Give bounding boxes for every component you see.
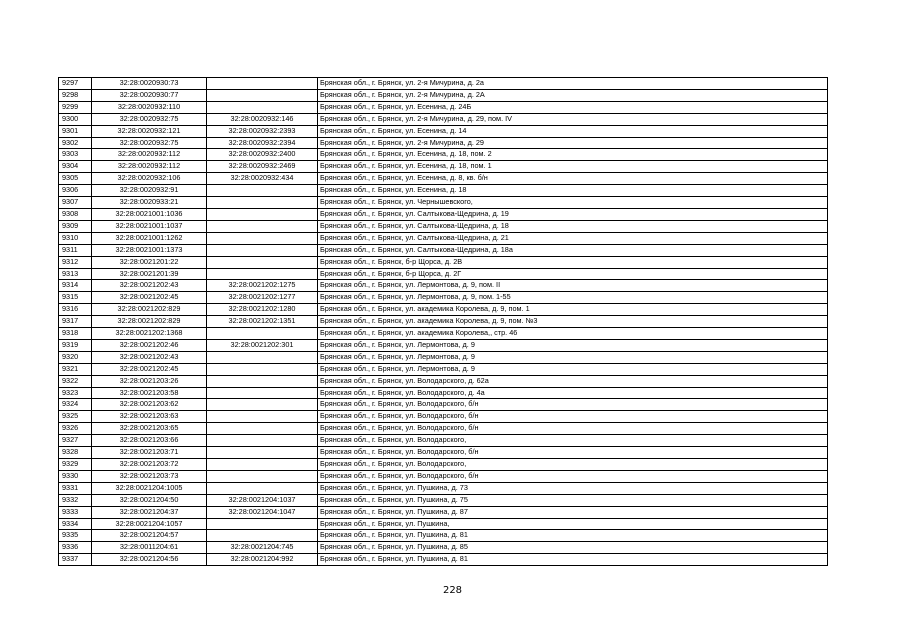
- table-row: [59, 208, 828, 220]
- linked-cadastral-number-cell: [207, 459, 318, 471]
- row-number-cell: 9297: [59, 78, 92, 90]
- row-number-cell: 9304: [59, 161, 92, 173]
- address-cell: Брянская обл., г. Брянск, ул. Володарского, д. 4а: [318, 387, 828, 399]
- table-row: [59, 292, 828, 304]
- linked-cadastral-number-cell: [207, 399, 318, 411]
- cadastral-number-cell: 32:28:0021204:1057: [92, 518, 207, 530]
- table-row: [59, 185, 828, 197]
- cadastral-number-cell: 32:28:0021202:45: [92, 292, 207, 304]
- table-row: [59, 435, 828, 447]
- linked-cadastral-number-cell: [207, 328, 318, 340]
- address-cell: Брянская обл., г. Брянск, ул. 2-я Мичурина, д. 29, пом. IV: [318, 113, 828, 125]
- address-cell: Брянская обл., г. Брянск, ул. 2-я Мичурина, д. 2А: [318, 89, 828, 101]
- table-row: [59, 375, 828, 387]
- table-row: [59, 197, 828, 209]
- cadastral-number-cell: 32:28:0020932:110: [92, 101, 207, 113]
- linked-cadastral-number-cell: 32:28:0021202:1275: [207, 280, 318, 292]
- row-number-cell: 9324: [59, 399, 92, 411]
- linked-cadastral-number-cell: 32:28:0020932:2469: [207, 161, 318, 173]
- linked-cadastral-number-cell: 32:28:0020932:2394: [207, 137, 318, 149]
- row-number-cell: 9337: [59, 554, 92, 566]
- cadastral-number-cell: 32:28:0020932:112: [92, 149, 207, 161]
- address-cell: Брянская обл., г. Брянск, ул. 2-я Мичурина, д. 2а: [318, 78, 828, 90]
- row-number-cell: 9332: [59, 494, 92, 506]
- linked-cadastral-number-cell: [207, 197, 318, 209]
- linked-cadastral-number-cell: [207, 482, 318, 494]
- address-cell: Брянская обл., г. Брянск, ул. Салтыкова-Щедрина, д. 19: [318, 208, 828, 220]
- cadastral-number-cell: 32:28:0021203:65: [92, 423, 207, 435]
- table-row: [59, 280, 828, 292]
- row-number-cell: 9299: [59, 101, 92, 113]
- address-cell: Брянская обл., г. Брянск, ул. Есенина, д. 8, кв. б/н: [318, 173, 828, 185]
- row-number-cell: 9322: [59, 375, 92, 387]
- cadastral-number-cell: 32:28:0021201:39: [92, 268, 207, 280]
- address-cell: Брянская обл., г. Брянск, ул. Чернышевского,: [318, 197, 828, 209]
- table-row: [59, 89, 828, 101]
- address-cell: Брянская обл., г. Брянск, ул. Пушкина, д. 75: [318, 494, 828, 506]
- row-number-cell: 9315: [59, 292, 92, 304]
- address-cell: Брянская обл., г. Брянск, ул. Володарского, б/н: [318, 470, 828, 482]
- linked-cadastral-number-cell: [207, 363, 318, 375]
- row-number-cell: 9298: [59, 89, 92, 101]
- table-row: [59, 447, 828, 459]
- linked-cadastral-number-cell: [207, 530, 318, 542]
- table-row: [59, 494, 828, 506]
- row-number-cell: 9300: [59, 113, 92, 125]
- table-row: [59, 328, 828, 340]
- address-cell: Брянская обл., г. Брянск, ул. Есенина, д. 18: [318, 185, 828, 197]
- cadastral-number-cell: 32:28:0021204:1005: [92, 482, 207, 494]
- cadastral-number-cell: 32:28:0021203:26: [92, 375, 207, 387]
- address-cell: Брянская обл., г. Брянск, ул. Лермонтова, д. 9: [318, 351, 828, 363]
- cadastral-number-cell: 32:28:0021202:829: [92, 304, 207, 316]
- cadastral-number-cell: 32:28:0021001:1373: [92, 244, 207, 256]
- cadastral-number-cell: 32:28:0020932:75: [92, 113, 207, 125]
- linked-cadastral-number-cell: [207, 208, 318, 220]
- address-cell: Брянская обл., г. Брянск, ул. Володарского,: [318, 435, 828, 447]
- cadastral-number-cell: 32:28:0021202:46: [92, 339, 207, 351]
- table-row: [59, 554, 828, 566]
- address-cell: Брянская обл., г. Брянск, ул. Лермонтова, д. 9, пом. II: [318, 280, 828, 292]
- page-number: 228: [442, 585, 463, 596]
- linked-cadastral-number-cell: [207, 220, 318, 232]
- linked-cadastral-number-cell: [207, 78, 318, 90]
- row-number-cell: 9323: [59, 387, 92, 399]
- address-cell: Брянская обл., г. Брянск, ул. Салтыкова-Щедрина, д. 18: [318, 220, 828, 232]
- row-number-cell: 9319: [59, 339, 92, 351]
- row-number-cell: 9305: [59, 173, 92, 185]
- cadastral-number-cell: 32:28:0021001:1262: [92, 232, 207, 244]
- cadastral-number-cell: 32:28:0021203:58: [92, 387, 207, 399]
- linked-cadastral-number-cell: [207, 244, 318, 256]
- cadastral-number-cell: 32:28:0021201:22: [92, 256, 207, 268]
- cadastral-number-cell: 32:28:0021204:56: [92, 554, 207, 566]
- linked-cadastral-number-cell: [207, 423, 318, 435]
- address-cell: Брянская обл., г. Брянск, ул. Пушкина, д. 81: [318, 554, 828, 566]
- address-cell: Брянская обл., г. Брянск, б-р Щорса, д. 2Г: [318, 268, 828, 280]
- cadastral-number-cell: 32:28:0021202:45: [92, 363, 207, 375]
- table-row: [59, 268, 828, 280]
- row-number-cell: 9335: [59, 530, 92, 542]
- cadastral-number-cell: 32:28:0021202:829: [92, 316, 207, 328]
- linked-cadastral-number-cell: [207, 518, 318, 530]
- table-row: [59, 459, 828, 471]
- address-cell: Брянская обл., г. Брянск, ул. академика Королева, д. 9, пом. 1: [318, 304, 828, 316]
- row-number-cell: 9310: [59, 232, 92, 244]
- linked-cadastral-number-cell: [207, 447, 318, 459]
- cadastral-number-cell: 32:28:0020933:21: [92, 197, 207, 209]
- linked-cadastral-number-cell: 32:28:0021202:1280: [207, 304, 318, 316]
- address-cell: Брянская обл., г. Брянск, ул. Есенина, д. 14: [318, 125, 828, 137]
- table-row: [59, 411, 828, 423]
- cadastral-number-cell: 32:28:0021204:37: [92, 506, 207, 518]
- table-row: [59, 470, 828, 482]
- cadastral-number-cell: 32:28:0021203:62: [92, 399, 207, 411]
- address-cell: Брянская обл., г. Брянск, ул. Есенина, д. 24Б: [318, 101, 828, 113]
- table-row: [59, 387, 828, 399]
- address-cell: Брянская обл., г. Брянск, ул. Салтыкова-Щедрина, д. 18а: [318, 244, 828, 256]
- row-number-cell: 9303: [59, 149, 92, 161]
- table-row: [59, 101, 828, 113]
- linked-cadastral-number-cell: [207, 470, 318, 482]
- table-row: [59, 149, 828, 161]
- table-row: [59, 399, 828, 411]
- row-number-cell: 9306: [59, 185, 92, 197]
- cadastral-number-cell: 32:28:0021001:1037: [92, 220, 207, 232]
- row-number-cell: 9318: [59, 328, 92, 340]
- address-cell: Брянская обл., г. Брянск, ул. Есенина, д. 18, пом. 2: [318, 149, 828, 161]
- linked-cadastral-number-cell: 32:28:0020932:434: [207, 173, 318, 185]
- linked-cadastral-number-cell: [207, 351, 318, 363]
- table-row: [59, 482, 828, 494]
- linked-cadastral-number-cell: [207, 185, 318, 197]
- linked-cadastral-number-cell: [207, 387, 318, 399]
- linked-cadastral-number-cell: 32:28:0021204:1047: [207, 506, 318, 518]
- address-cell: Брянская обл., г. Брянск, ул. Пушкина, д. 81: [318, 530, 828, 542]
- row-number-cell: 9336: [59, 542, 92, 554]
- address-cell: Брянская обл., г. Брянск, ул. Есенина, д. 18, пом. 1: [318, 161, 828, 173]
- table-row: [59, 518, 828, 530]
- table-row: [59, 232, 828, 244]
- linked-cadastral-number-cell: 32:28:0020932:2400: [207, 149, 318, 161]
- table-row: [59, 220, 828, 232]
- linked-cadastral-number-cell: 32:28:0020932:146: [207, 113, 318, 125]
- cadastral-number-cell: 32:28:0020930:77: [92, 89, 207, 101]
- address-cell: Брянская обл., г. Брянск, ул. Володарского, д. 62а: [318, 375, 828, 387]
- cadastral-number-cell: 32:28:0021204:50: [92, 494, 207, 506]
- table-row: [59, 316, 828, 328]
- cadastral-number-cell: 32:28:0021203:71: [92, 447, 207, 459]
- row-number-cell: 9334: [59, 518, 92, 530]
- table-row: [59, 173, 828, 185]
- linked-cadastral-number-cell: 32:28:0021204:745: [207, 542, 318, 554]
- cadastral-number-cell: 32:28:0021202:1368: [92, 328, 207, 340]
- table-row: [59, 137, 828, 149]
- property-table-body: [59, 78, 828, 566]
- row-number-cell: 9309: [59, 220, 92, 232]
- table-row: [59, 351, 828, 363]
- cadastral-number-cell: 32:28:0021204:57: [92, 530, 207, 542]
- table-row: [59, 363, 828, 375]
- address-cell: Брянская обл., г. Брянск, б-р Щорса, д. 2В: [318, 256, 828, 268]
- linked-cadastral-number-cell: [207, 101, 318, 113]
- address-cell: Брянская обл., г. Брянск, ул. академика Королева, д. 9, пом. №3: [318, 316, 828, 328]
- table-row: [59, 423, 828, 435]
- address-cell: Брянская обл., г. Брянск, ул. академика Королева,, стр. 46: [318, 328, 828, 340]
- linked-cadastral-number-cell: [207, 256, 318, 268]
- row-number-cell: 9329: [59, 459, 92, 471]
- linked-cadastral-number-cell: [207, 89, 318, 101]
- cadastral-number-cell: 32:28:0020932:112: [92, 161, 207, 173]
- table-row: [59, 113, 828, 125]
- row-number-cell: 9308: [59, 208, 92, 220]
- table-row: [59, 530, 828, 542]
- linked-cadastral-number-cell: [207, 435, 318, 447]
- table-row: [59, 542, 828, 554]
- table-row: [59, 125, 828, 137]
- address-cell: Брянская обл., г. Брянск, ул. Лермонтова, д. 9: [318, 363, 828, 375]
- cadastral-number-cell: 32:28:0021202:43: [92, 351, 207, 363]
- cadastral-number-cell: 32:28:0021202:43: [92, 280, 207, 292]
- row-number-cell: 9333: [59, 506, 92, 518]
- cadastral-number-cell: 32:28:0020930:73: [92, 78, 207, 90]
- cadastral-number-cell: 32:28:0021203:72: [92, 459, 207, 471]
- address-cell: Брянская обл., г. Брянск, ул. Володарского,: [318, 459, 828, 471]
- linked-cadastral-number-cell: [207, 232, 318, 244]
- row-number-cell: 9307: [59, 197, 92, 209]
- row-number-cell: 9317: [59, 316, 92, 328]
- row-number-cell: 9327: [59, 435, 92, 447]
- linked-cadastral-number-cell: [207, 268, 318, 280]
- table-row: [59, 161, 828, 173]
- table-row: [59, 78, 828, 90]
- address-cell: Брянская обл., г. Брянск, ул. Лермонтова, д. 9, пом. 1-55: [318, 292, 828, 304]
- address-cell: Брянская обл., г. Брянск, ул. Пушкина, д. 73: [318, 482, 828, 494]
- row-number-cell: 9330: [59, 470, 92, 482]
- row-number-cell: 9316: [59, 304, 92, 316]
- address-cell: Брянская обл., г. Брянск, ул. 2-я Мичурина, д. 29: [318, 137, 828, 149]
- linked-cadastral-number-cell: 32:28:0021202:301: [207, 339, 318, 351]
- address-cell: Брянская обл., г. Брянск, ул. Володарского, б/н: [318, 423, 828, 435]
- cadastral-number-cell: 32:28:0021203:66: [92, 435, 207, 447]
- address-cell: Брянская обл., г. Брянск, ул. Володарского, б/н: [318, 447, 828, 459]
- property-table: [58, 77, 828, 566]
- table-row: [59, 256, 828, 268]
- row-number-cell: 9313: [59, 268, 92, 280]
- cadastral-number-cell: 32:28:0020932:121: [92, 125, 207, 137]
- row-number-cell: 9326: [59, 423, 92, 435]
- row-number-cell: 9311: [59, 244, 92, 256]
- address-cell: Брянская обл., г. Брянск, ул. Пушкина, д. 87: [318, 506, 828, 518]
- table-row: [59, 244, 828, 256]
- linked-cadastral-number-cell: 32:28:0021204:992: [207, 554, 318, 566]
- table-row: [59, 506, 828, 518]
- row-number-cell: 9325: [59, 411, 92, 423]
- row-number-cell: 9302: [59, 137, 92, 149]
- row-number-cell: 9331: [59, 482, 92, 494]
- row-number-cell: 9328: [59, 447, 92, 459]
- cadastral-number-cell: 32:28:0020932:106: [92, 173, 207, 185]
- table-row: [59, 339, 828, 351]
- linked-cadastral-number-cell: 32:28:0021202:1351: [207, 316, 318, 328]
- cadastral-number-cell: 32:28:0021001:1036: [92, 208, 207, 220]
- row-number-cell: 9321: [59, 363, 92, 375]
- cadastral-number-cell: 32:28:0021203:73: [92, 470, 207, 482]
- linked-cadastral-number-cell: [207, 411, 318, 423]
- cadastral-number-cell: 32:28:0011204:61: [92, 542, 207, 554]
- address-cell: Брянская обл., г. Брянск, ул. Володарского, б/н: [318, 411, 828, 423]
- linked-cadastral-number-cell: 32:28:0021202:1277: [207, 292, 318, 304]
- cadastral-number-cell: 32:28:0021203:63: [92, 411, 207, 423]
- address-cell: Брянская обл., г. Брянск, ул. Лермонтова, д. 9: [318, 339, 828, 351]
- linked-cadastral-number-cell: 32:28:0020932:2393: [207, 125, 318, 137]
- address-cell: Брянская обл., г. Брянск, ул. Пушкина, д. 85: [318, 542, 828, 554]
- row-number-cell: 9314: [59, 280, 92, 292]
- row-number-cell: 9320: [59, 351, 92, 363]
- row-number-cell: 9312: [59, 256, 92, 268]
- linked-cadastral-number-cell: 32:28:0021204:1037: [207, 494, 318, 506]
- address-cell: Брянская обл., г. Брянск, ул. Пушкина,: [318, 518, 828, 530]
- table-row: [59, 304, 828, 316]
- row-number-cell: 9301: [59, 125, 92, 137]
- address-cell: Брянская обл., г. Брянск, ул. Володарского, б/н: [318, 399, 828, 411]
- cadastral-number-cell: 32:28:0020932:91: [92, 185, 207, 197]
- cadastral-number-cell: 32:28:0020932:75: [92, 137, 207, 149]
- address-cell: Брянская обл., г. Брянск, ул. Салтыкова-Щедрина, д. 21: [318, 232, 828, 244]
- linked-cadastral-number-cell: [207, 375, 318, 387]
